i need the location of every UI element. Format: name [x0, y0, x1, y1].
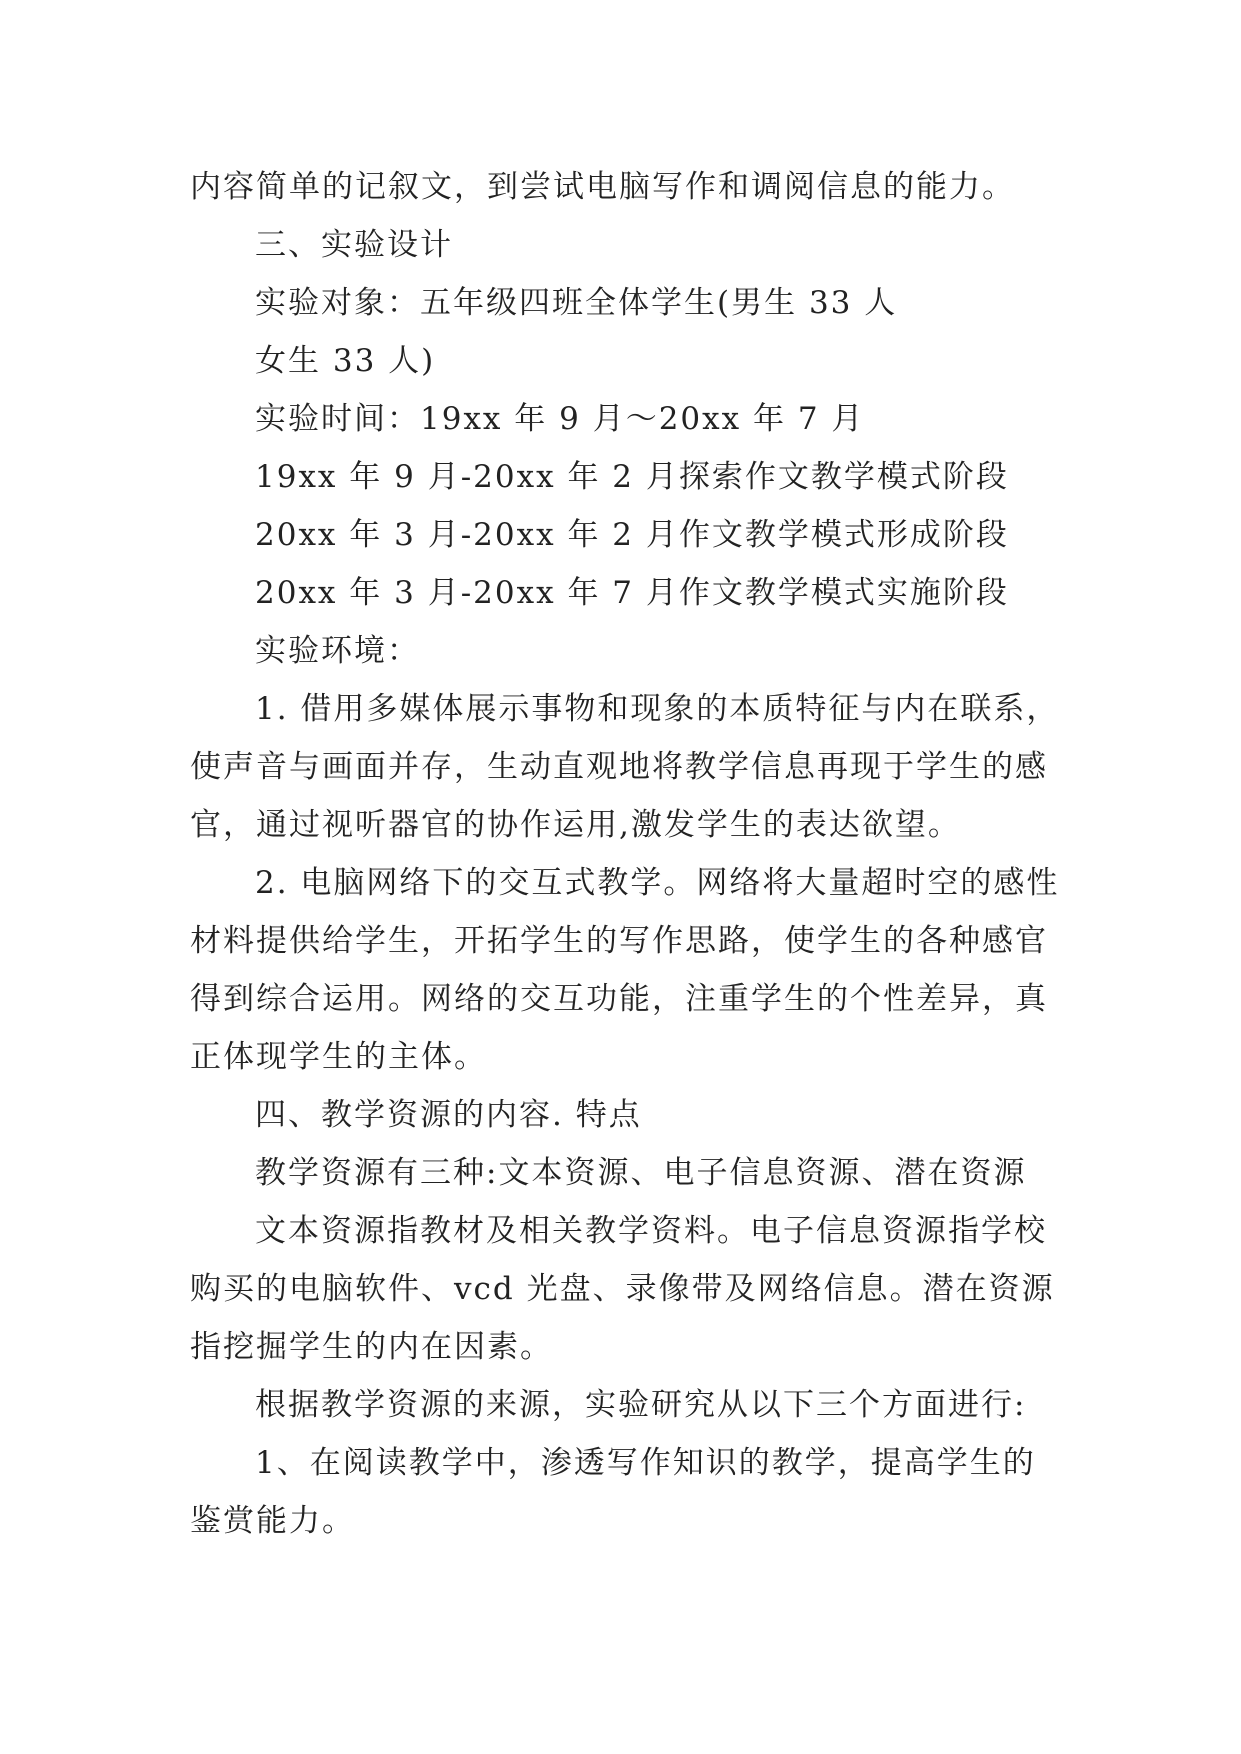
text-line: 2. 电脑网络下的交互式教学。网络将大量超时空的感性	[255, 865, 1060, 901]
text-line: 20xx 年 3 月-20xx 年 2 月作文教学模式形成阶段	[255, 517, 1009, 553]
text-line: 内容简单的记叙文，到尝试电脑写作和调阅信息的能力。	[190, 169, 1015, 205]
text-line: 实验时间：19xx 年 9 月～20xx 年 7 月	[255, 401, 865, 437]
text-line: 官，通过视听器官的协作运用,激发学生的表达欲望。	[190, 807, 961, 843]
section-heading: 四、教学资源的内容. 特点	[255, 1097, 642, 1133]
text-line: 材料提供给学生，开拓学生的写作思路，使学生的各种感官	[190, 923, 1048, 959]
text-line: 得到综合运用。网络的交互功能，注重学生的个性差异，真	[190, 981, 1048, 1017]
text-line: 实验对象：五年级四班全体学生(男生 33 人	[255, 285, 898, 321]
text-line: 鉴赏能力。	[190, 1503, 355, 1539]
text-line: 1、在阅读教学中，渗透写作知识的教学，提高学生的	[255, 1445, 1036, 1481]
text-line: 20xx 年 3 月-20xx 年 7 月作文教学模式实施阶段	[255, 575, 1009, 611]
section-heading: 三、实验设计	[255, 227, 453, 263]
text-line: 指挖掘学生的内在因素。	[190, 1329, 553, 1365]
text-line: 购买的电脑软件、vcd 光盘、录像带及网络信息。潜在资源	[190, 1271, 1055, 1307]
text-line: 女生 33 人)	[255, 343, 436, 379]
text-line: 19xx 年 9 月-20xx 年 2 月探索作文教学模式阶段	[255, 459, 1009, 495]
text-line: 文本资源指教材及相关教学资料。电子信息资源指学校	[255, 1213, 1047, 1249]
text-line: 正体现学生的主体。	[190, 1039, 487, 1075]
text-line: 1. 借用多媒体展示事物和现象的本质特征与内在联系，	[255, 691, 1060, 727]
text-line: 教学资源有三种:文本资源、电子信息资源、潜在资源	[255, 1155, 1027, 1191]
text-line: 根据教学资源的来源，实验研究从以下三个方面进行:	[255, 1387, 1027, 1423]
text-line: 实验环境：	[255, 633, 420, 669]
text-line: 使声音与画面并存，生动直观地将教学信息再现于学生的感	[190, 749, 1048, 785]
